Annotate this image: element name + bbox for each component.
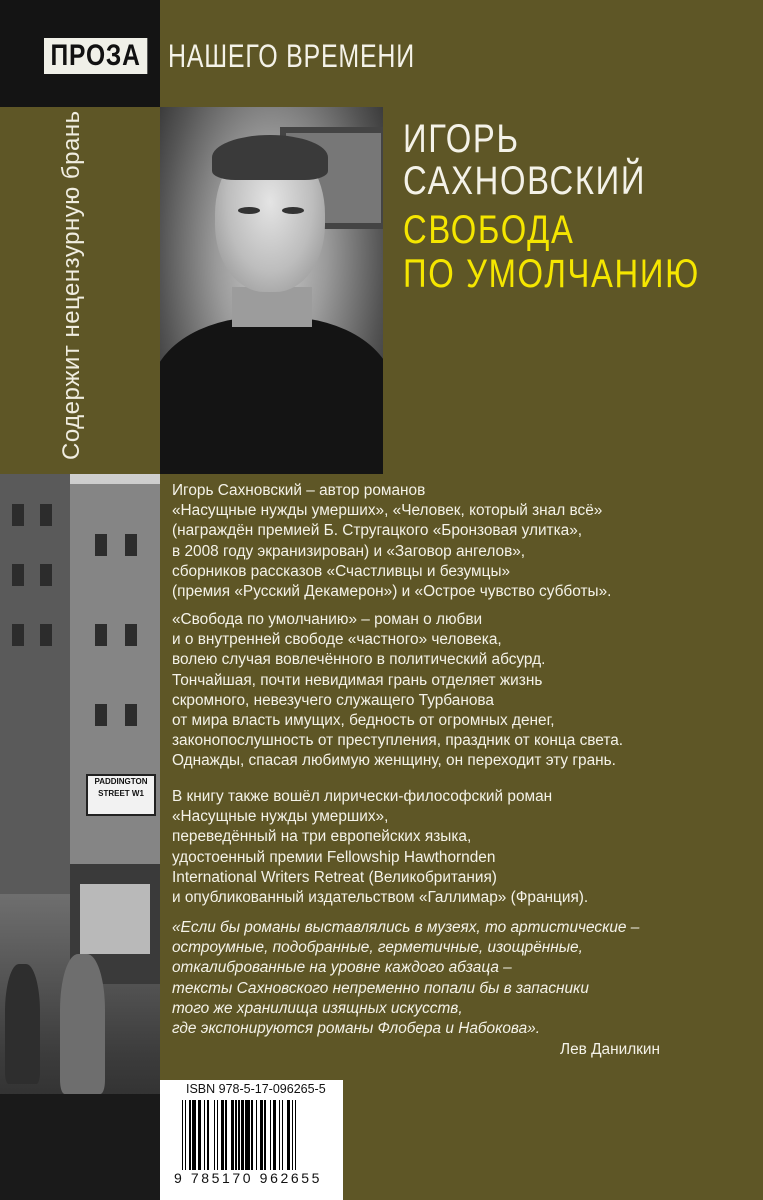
window (95, 704, 107, 726)
book-title-line1: СВОБОДА (403, 208, 575, 252)
text-line: В книгу также вошёл лирически-философский роман (172, 788, 553, 805)
text-line: (награждён премией Б. Стругацкого «Бронзовая улитка», (172, 522, 583, 540)
author-neck (232, 287, 312, 327)
text-line: и опубликованный издательством «Галлимар» (Франция). (172, 889, 589, 907)
window (12, 504, 24, 526)
series-name-rest: НАШЕГО ВРЕМЕНИ (168, 38, 415, 74)
text-line: «Насущные нужды умерших», «Человек, который знал всё» (172, 502, 603, 520)
street-sign (86, 774, 156, 816)
street-photo (0, 474, 160, 1200)
window (40, 624, 52, 646)
annotation-paragraph-2 (172, 610, 752, 772)
street-sign-line2: STREET W1 (98, 789, 144, 798)
quote-author: Лев Данилкин (560, 1041, 661, 1058)
window (95, 534, 107, 556)
author-name-line2: САХНОВСКИЙ (403, 159, 647, 203)
text-line: законопослушность от преступления, праздник от конца света. (172, 732, 624, 750)
author-eye-right (282, 207, 304, 214)
window (40, 564, 52, 586)
window (12, 624, 24, 646)
text-line: Однажды, спасая любимую женщину, он переходит эту грань. (172, 752, 616, 770)
window (125, 534, 137, 556)
quote-line: где экспонируются романы Флобера и Набокова». (172, 1020, 541, 1038)
text-line: (премия «Русский Декамерон») и «Острое чувство субботы». (172, 583, 612, 601)
isbn-number: ISBN 978-5-17-096265-5 (186, 1082, 326, 1096)
series-header (0, 0, 763, 107)
quote-line: «Если бы романы выставлялись в музеях, то артистические – (172, 919, 640, 936)
book-title-line2: ПО УМОЛЧАНИЮ (403, 252, 700, 296)
text-line: «Насущные нужды умерших», (172, 808, 389, 826)
text-line: и о внутренней свободе «частного» человека, (172, 631, 502, 649)
series-name-prosa: ПРОЗА (44, 38, 147, 74)
pedestrian (5, 964, 40, 1084)
barcode-digits: 9 785170 962655 (174, 1170, 322, 1186)
text-line: International Writers Retreat (Великобритания) (172, 868, 497, 886)
street-ground (0, 1094, 160, 1200)
window (95, 624, 107, 646)
barcode (182, 1100, 332, 1170)
text-line: от мира власть имущих, бедность от огромных денег, (172, 712, 555, 730)
quote-line: остроумные, подобранные, герметичные, изощрённые, (172, 939, 583, 957)
text-line: волею случая вовлечённого в политический абсурд. (172, 651, 546, 669)
text-line: Тончайшая, почти невидимая грань отделяет жизнь (172, 671, 543, 689)
barcode-stripe (295, 1100, 296, 1170)
text-line: сборников рассказов «Счастливцы и безумцы» (172, 562, 511, 580)
building-left (0, 474, 70, 894)
text-line: удостоенный премии Fellowship Hawthornden (172, 848, 496, 866)
author-photo (160, 107, 383, 474)
window (40, 504, 52, 526)
text-line: «Свобода по умолчанию» – роман о любви (172, 611, 483, 628)
author-name (403, 118, 646, 202)
quote-line: тексты Сахновского непременно попали бы в запасники (172, 979, 589, 997)
review-quote (172, 918, 752, 1039)
window (12, 564, 24, 586)
author-shoulders (160, 317, 383, 474)
book-title (403, 208, 700, 296)
content-warning: Содержит нецензурную брань (58, 110, 85, 460)
text-line: переведённый на три европейских языка, (172, 828, 472, 846)
author-name-line1: ИГОРЬ (403, 117, 520, 161)
text-line: в 2008 году экранизирован) и «Заговор ангелов», (172, 542, 526, 560)
pedestrian (60, 954, 105, 1094)
window (125, 704, 137, 726)
author-hair (212, 135, 328, 180)
quote-line: откалиброванные на уровне каждого абзаца – (172, 959, 512, 977)
author-eye-left (238, 207, 260, 214)
annotation-paragraph-3 (172, 787, 752, 908)
window (125, 624, 137, 646)
annotation-paragraph-1 (172, 481, 752, 602)
text-line: Игорь Сахновский – автор романов (172, 482, 426, 499)
shop-window (80, 884, 150, 954)
street-sign-line1: PADDINGTON (94, 777, 148, 786)
text-line: скромного, невезучего служащего Турбанова (172, 691, 494, 709)
quote-line: того же хранилища изящных искусств, (172, 999, 463, 1017)
